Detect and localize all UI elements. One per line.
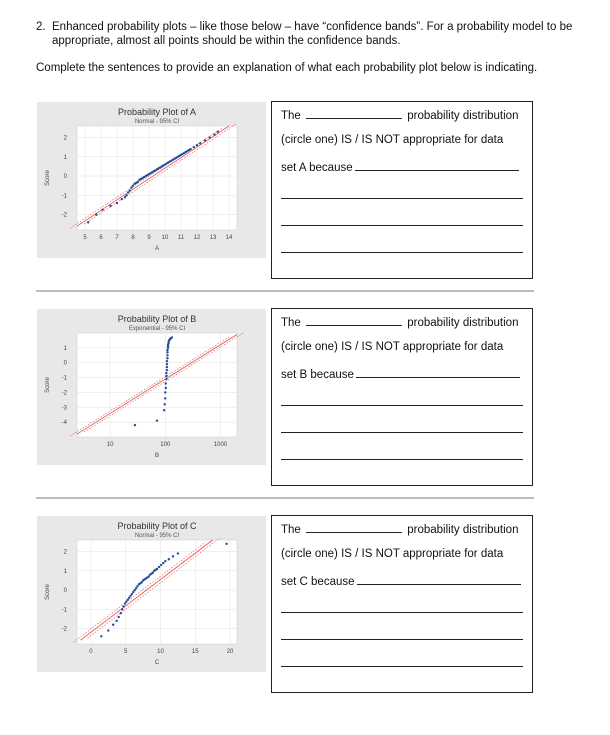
data-point: [168, 558, 170, 560]
data-point: [130, 186, 132, 188]
data-point: [166, 366, 168, 368]
because-blank[interactable]: [355, 160, 519, 171]
answer-line-distribution: [281, 522, 518, 536]
chart-subtitle: Normal - 95% CI: [134, 119, 180, 125]
x-tick-label: 20: [226, 649, 234, 655]
because-label: set B because: [281, 369, 354, 381]
x-tick-label: 5: [124, 649, 128, 655]
section-divider: [36, 290, 534, 292]
data-point: [140, 581, 142, 583]
data-point: [196, 144, 198, 146]
data-point: [122, 605, 124, 607]
x-tick-label: 0: [89, 649, 93, 655]
y-tick-label: -1: [61, 607, 67, 614]
answer-box-a: [271, 101, 533, 279]
data-point: [147, 575, 149, 577]
data-point: [125, 194, 127, 196]
y-tick-label: 1: [63, 154, 67, 161]
chart-subtitle: Normal - 95% CI: [134, 533, 180, 539]
data-point: [101, 209, 103, 211]
data-point: [158, 566, 160, 568]
data-point: [204, 139, 206, 141]
x-tick-label: 15: [191, 649, 199, 655]
x-tick-label: 10: [106, 442, 114, 448]
because-blank[interactable]: [357, 574, 521, 585]
data-point: [165, 382, 167, 384]
plot-b-svg: [37, 309, 266, 465]
data-point: [118, 616, 120, 618]
data-point: [163, 409, 165, 411]
y-tick-label: 2: [63, 135, 67, 142]
y-tick-label: -1: [61, 375, 67, 382]
prob-dist-label: probability distribution: [407, 524, 519, 536]
because-line: [281, 367, 520, 381]
because-blank[interactable]: [356, 367, 520, 378]
data-point: [128, 597, 130, 599]
x-tick-label: 8: [131, 235, 135, 241]
data-point: [127, 599, 129, 601]
data-point: [152, 572, 154, 574]
data-point: [120, 612, 122, 614]
section-divider: [36, 497, 534, 499]
data-point: [115, 620, 117, 622]
data-point: [156, 419, 158, 421]
data-point: [132, 591, 134, 593]
x-tick-label: 6: [99, 235, 103, 241]
chart-title: Probability Plot of A: [117, 107, 197, 117]
question: [36, 20, 576, 48]
data-point: [135, 587, 137, 589]
x-tick-label: 11: [177, 235, 185, 241]
probability-plot-a: [37, 102, 266, 258]
data-point: [225, 543, 227, 545]
answer-rule[interactable]: [281, 666, 523, 667]
x-tick-label: 10: [161, 235, 169, 241]
answer-rule[interactable]: [281, 225, 523, 226]
the-label: The: [281, 524, 301, 536]
y-axis-label: Score: [45, 584, 51, 600]
data-point: [199, 142, 201, 144]
data-point: [132, 185, 134, 187]
y-tick-label: 0: [63, 174, 67, 181]
data-point: [129, 595, 131, 597]
x-tick-label: 13: [209, 235, 217, 241]
x-tick-label: 7: [115, 235, 119, 241]
the-label: The: [281, 110, 301, 122]
x-tick-label: 14: [225, 235, 233, 241]
data-point: [162, 562, 164, 564]
data-point: [165, 387, 167, 389]
x-axis-label: A: [154, 246, 160, 252]
data-point: [100, 635, 102, 637]
distribution-blank[interactable]: [306, 522, 402, 533]
answer-rule[interactable]: [281, 432, 523, 433]
answer-box-c: [271, 515, 533, 693]
y-tick-label: -4: [61, 420, 67, 427]
data-point: [124, 602, 126, 604]
y-axis-label: Score: [45, 170, 51, 186]
plot-a-svg: [37, 102, 266, 258]
x-tick-label: 5: [83, 235, 87, 241]
circle-one-text[interactable]: (circle one) IS / IS NOT appropriate for data: [281, 134, 504, 146]
data-point: [166, 357, 168, 359]
data-point: [109, 205, 111, 207]
probability-plot-b: [37, 309, 266, 465]
y-tick-label: -1: [61, 193, 67, 200]
answer-rule[interactable]: [281, 405, 523, 406]
data-point: [166, 349, 168, 351]
data-point: [164, 391, 166, 393]
data-point: [166, 369, 168, 371]
data-point: [87, 221, 89, 223]
the-label: The: [281, 317, 301, 329]
data-point: [172, 555, 174, 557]
data-point: [107, 629, 109, 631]
prob-dist-label: probability distribution: [407, 317, 519, 329]
data-point: [213, 133, 215, 135]
data-point: [164, 403, 166, 405]
data-point: [112, 624, 114, 626]
data-point: [125, 600, 127, 602]
because-line: [281, 160, 519, 174]
data-point: [166, 354, 168, 356]
data-point: [95, 213, 97, 215]
data-point: [134, 589, 136, 591]
data-point: [137, 181, 139, 183]
y-tick-label: -3: [61, 405, 67, 412]
data-point: [177, 552, 179, 554]
x-axis-label: C: [154, 660, 160, 666]
y-tick-label: -2: [61, 626, 67, 633]
x-tick-label: 100: [160, 442, 171, 448]
instructions: Complete the sentences to provide an explanation of what each probability plot below is indicating.: [36, 62, 538, 74]
prob-dist-label: probability distribution: [407, 110, 519, 122]
data-point: [209, 136, 211, 138]
because-line: [281, 574, 521, 588]
data-point: [166, 360, 168, 362]
data-point: [166, 363, 168, 365]
data-point: [165, 372, 167, 374]
x-tick-label: 1000: [213, 442, 228, 448]
answer-box-b: [271, 308, 533, 486]
data-point: [124, 196, 126, 198]
data-point: [165, 378, 167, 380]
answer-rule[interactable]: [281, 459, 523, 460]
x-tick-label: 9: [147, 235, 151, 241]
chart-subtitle: Exponential - 95% CI: [128, 326, 186, 332]
data-point: [136, 585, 138, 587]
chart-title: Probability Plot of C: [117, 521, 197, 531]
y-tick-label: -2: [61, 212, 67, 219]
data-point: [217, 131, 219, 133]
data-point: [164, 560, 166, 562]
answer-line-distribution: [281, 315, 518, 329]
distribution-blank[interactable]: [306, 315, 402, 326]
data-point: [171, 336, 173, 338]
answer-rule[interactable]: [281, 639, 523, 640]
x-tick-label: 12: [193, 235, 201, 241]
data-point: [127, 191, 129, 193]
data-point: [164, 397, 166, 399]
y-tick-label: -2: [61, 390, 67, 397]
answer-rule[interactable]: [281, 198, 523, 199]
answer-line-distribution: [281, 108, 518, 122]
data-point: [134, 424, 136, 426]
y-tick-label: 1: [63, 345, 67, 352]
data-point: [166, 351, 168, 353]
circle-one-text[interactable]: (circle one) IS / IS NOT appropriate for data: [281, 548, 504, 560]
data-point: [121, 198, 123, 200]
data-point: [131, 593, 133, 595]
probability-plot-c: [37, 516, 266, 672]
x-axis-label: B: [154, 453, 160, 459]
data-point: [116, 202, 118, 204]
question-text: Enhanced probability plots – like those below – have “confidence bands”. For a probability model to be appropriate, almost all points should be within the confidence bands.: [52, 21, 573, 47]
y-axis-label: Score: [45, 377, 51, 393]
data-point: [156, 568, 158, 570]
x-tick-label: 10: [157, 649, 164, 655]
question-number: 2.: [36, 21, 46, 33]
data-point: [165, 375, 167, 377]
plot-c-svg: [37, 516, 266, 672]
because-label: set C because: [281, 576, 355, 588]
answer-rule[interactable]: [281, 252, 523, 253]
circle-one-text[interactable]: (circle one) IS / IS NOT appropriate for data: [281, 341, 504, 353]
data-point: [160, 564, 162, 566]
y-tick-label: 0: [63, 360, 67, 367]
y-tick-label: 0: [63, 588, 67, 595]
because-label: set A because: [281, 162, 353, 174]
answer-rule[interactable]: [281, 612, 523, 613]
distribution-blank[interactable]: [306, 108, 402, 119]
data-point: [189, 148, 191, 150]
y-tick-label: 2: [63, 549, 67, 556]
data-point: [121, 608, 123, 610]
data-point: [129, 189, 131, 191]
chart-title: Probability Plot of B: [117, 314, 197, 324]
y-tick-label: 1: [63, 568, 67, 575]
data-point: [193, 146, 195, 148]
